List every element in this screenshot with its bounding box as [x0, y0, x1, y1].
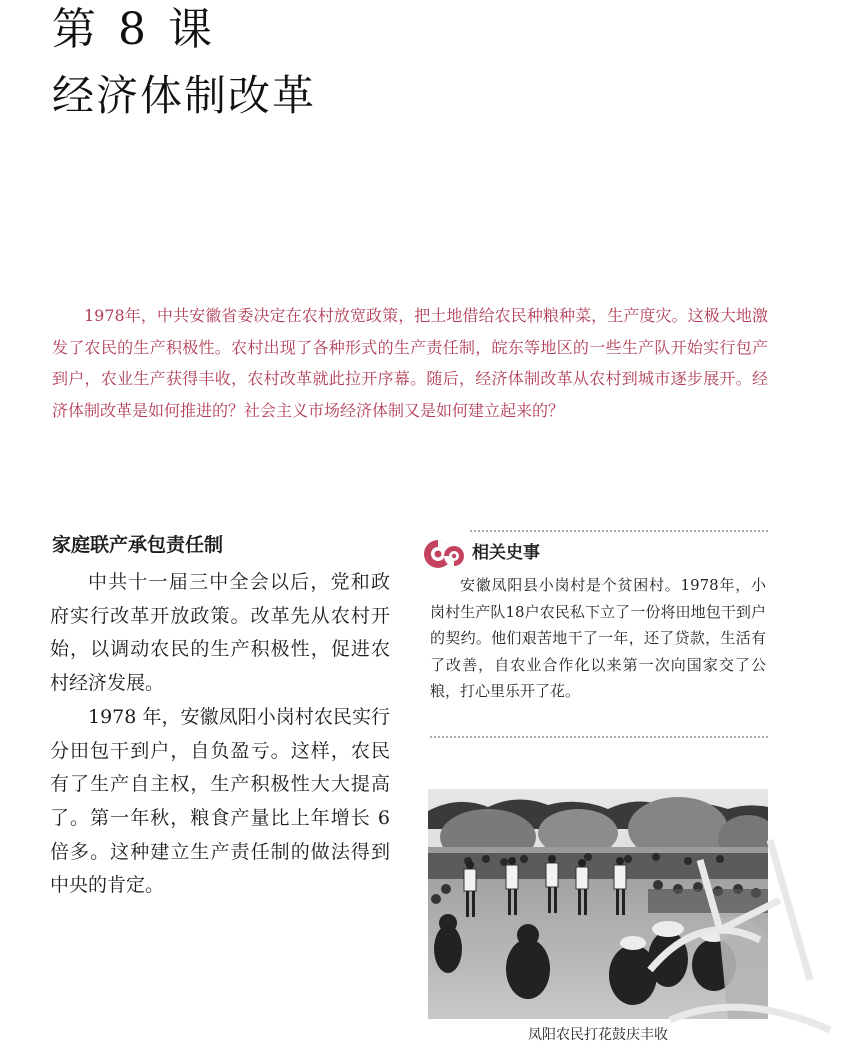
- related-history-icon: [422, 532, 466, 576]
- related-history-text: 安徽凤阳县小岗村是个贫困村。1978年，小岗村生产队18户农民私下立了一份将田地包干到户的契约。他们艰苦地干了一年，还了贷款，生活有了改善，自农业合作化以来第一次向国家交了公粮，打心里乐开了花。: [430, 576, 766, 701]
- body-paragraph: 1978 年，安徽凤阳小岗村农民实行分田包干到户，自负盈亏。这样，农民有了生产自主权，生产积极性大大提高了。第一年秋，粮食产量比上年增长 6 倍多。这种建立生产责任制的做法得到中央的肯定。: [50, 705, 390, 897]
- divider-bottom: [430, 736, 768, 738]
- related-history-label: 相关史事: [472, 543, 540, 563]
- body-text: [50, 566, 390, 903]
- body-paragraph: 中共十一届三中全会以后，党和政府实行改革开放政策。改革先从农村开始，以调动农民的生产积极性，促进农村经济发展。: [50, 571, 390, 695]
- photo-caption: 凤阳农民打花鼓庆丰收: [528, 1027, 668, 1043]
- section-heading: 家庭联产承包责任制: [52, 534, 224, 556]
- related-history-box: [426, 530, 768, 738]
- lesson-number: 第 8 课: [52, 4, 216, 55]
- intro-paragraph: 1978年，中共安徽省委决定在农村放宽政策，把土地借给农民种粮种菜，生产度灾。这极大地激发了农民的生产积极性。农村出现了各种形式的生产责任制，皖东等地区的一些生产队开始实行包产到户，农业生产获得丰收，农村改革就此拉开序幕。随后，经济体制改革从农村到城市逐步展开。经济体制改革是如何推进的？社会主义市场经济体制又是如何建立起来的？: [52, 306, 768, 420]
- lesson-title: 经济体制改革: [52, 71, 317, 120]
- watermark-seal: [640, 820, 846, 1057]
- divider-top: [470, 530, 768, 532]
